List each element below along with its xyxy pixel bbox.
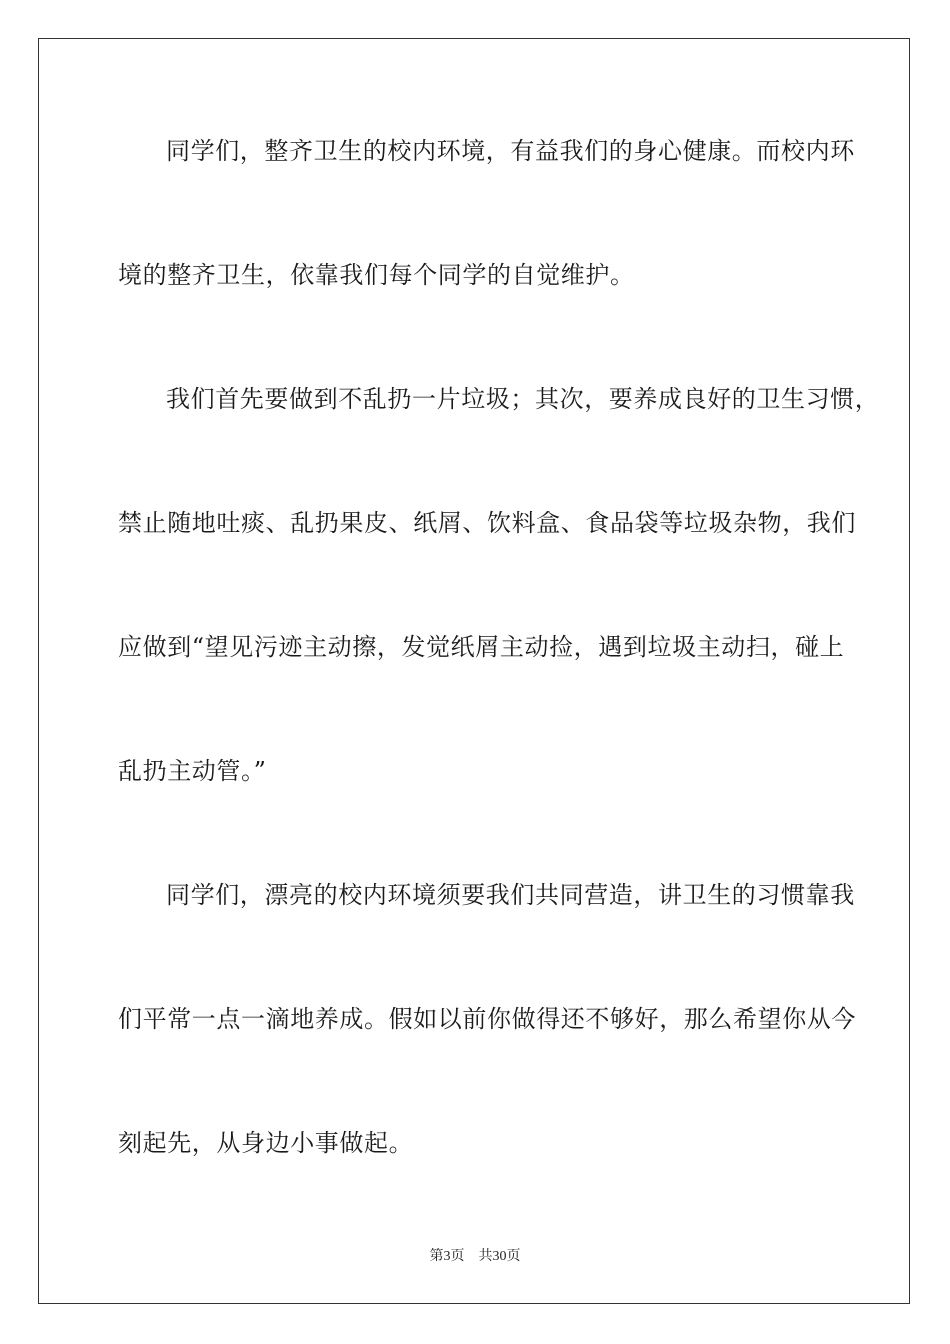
page-frame bbox=[38, 38, 910, 1304]
paragraph-2-line-1: 我们首先要做到不乱扔一片垃圾；其次，要养成良好的卫生习惯， bbox=[166, 385, 880, 413]
paragraph-2-line-2: 禁止随地吐痰、乱扔果皮、纸屑、饮料盒、食品袋等垃圾杂物，我们 bbox=[118, 509, 856, 537]
paragraph-1-line-2: 境的整齐卫生，依靠我们每个同学的自觉维护。 bbox=[118, 261, 635, 289]
paragraph-2-line-3: 应做到“望见污迹主动擦，发觉纸屑主动捡，遇到垃圾主动扫，碰上 bbox=[118, 633, 845, 661]
paragraph-3-line-2: 们平常一点一滴地养成。假如以前你做得还不够好，那么希望你从今 bbox=[118, 1005, 856, 1033]
paragraph-3-line-1: 同学们，漂亮的校内环境须要我们共同营造，讲卫生的习惯靠我 bbox=[166, 881, 855, 909]
page-number: 第3页 bbox=[429, 1249, 465, 1264]
paragraph-1-line-1: 同学们，整齐卫生的校内环境，有益我们的身心健康。而校内环 bbox=[166, 137, 855, 165]
paragraph-2-line-4: 乱扔主动管。” bbox=[118, 757, 267, 785]
page-total: 共30页 bbox=[478, 1249, 521, 1264]
paragraph-3-line-3: 刻起先，从身边小事做起。 bbox=[118, 1129, 414, 1157]
page-footer bbox=[0, 1248, 950, 1266]
